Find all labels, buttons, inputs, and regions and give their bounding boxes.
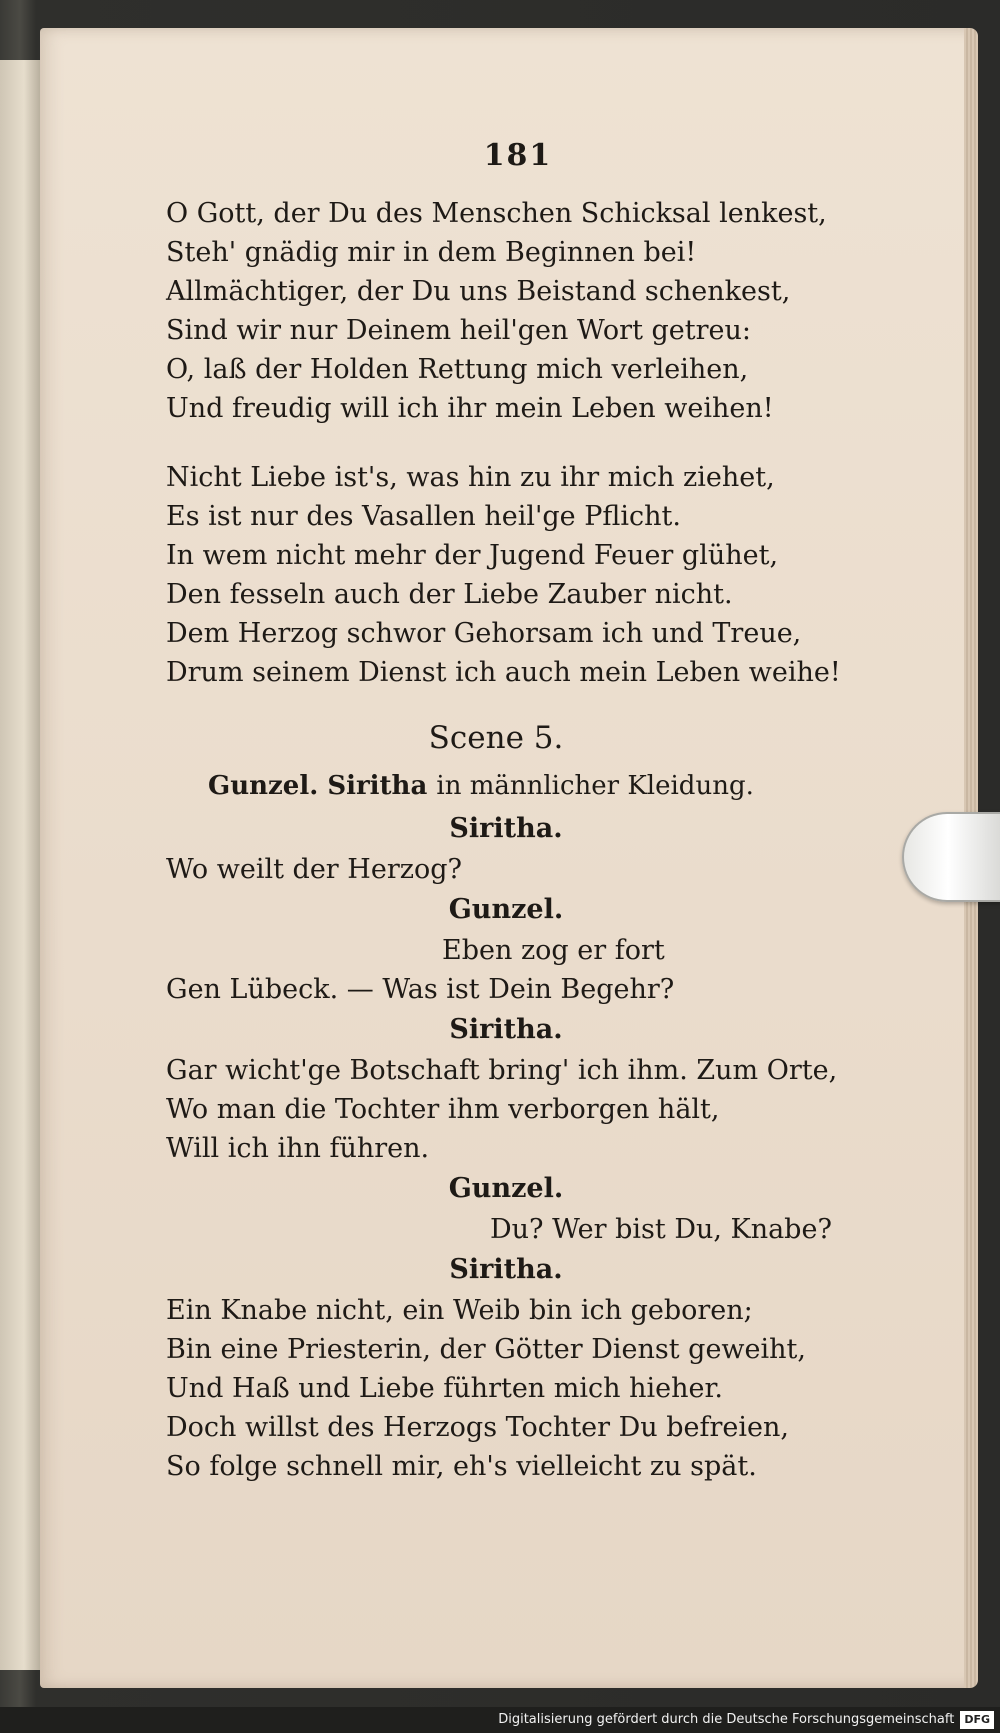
left-page-edge xyxy=(0,60,42,1670)
dialogue-line: Will ich ihn führen. xyxy=(166,1133,430,1164)
speaker-name: Siritha. xyxy=(449,1254,563,1285)
cast-name-gunzel: Gunzel. xyxy=(208,771,319,801)
speaker-name: Gunzel. xyxy=(448,894,564,925)
dialogue-line: Du? Wer bist Du, Knabe? xyxy=(490,1214,832,1245)
speaker-name: Siritha. xyxy=(449,1014,563,1045)
speaker-name: Siritha. xyxy=(449,813,563,844)
verse-line: In wem nicht mehr der Jugend Feuer glühet, xyxy=(166,540,779,571)
verse-line: O Gott, der Du des Menschen Schicksal lenkest, xyxy=(166,198,827,229)
dialogue-line: Ein Knabe nicht, ein Weib bin ich geboren; xyxy=(166,1295,753,1326)
dialogue-line: Gen Lübeck. — Was ist Dein Begehr? xyxy=(166,974,675,1005)
verse-line: O, laß der Holden Rettung mich verleihen, xyxy=(166,354,749,385)
page-clip xyxy=(902,812,1000,902)
dialogue-line: Doch willst des Herzogs Tochter Du befreien, xyxy=(166,1412,789,1443)
stanza-1 xyxy=(166,194,866,428)
verse-line: Steh' gnädig mir in dem Beginnen bei! xyxy=(166,237,697,268)
dialogue-line: Gar wicht'ge Botschaft bring' ich ihm. Zum Orte, xyxy=(166,1055,838,1086)
footer-credit: Digitalisierung gefördert durch die Deutsche Forschungsgemeinschaft xyxy=(498,1712,955,1727)
dialogue-line: Wo weilt der Herzog? xyxy=(166,854,462,885)
verse-line: Allmächtiger, der Du uns Beistand schenkest, xyxy=(166,276,791,307)
verse-line: Sind wir nur Deinem heil'gen Wort getreu: xyxy=(166,315,751,346)
page-number: 181 xyxy=(483,138,553,173)
verse-line: Und freudig will ich ihr mein Leben weihen! xyxy=(166,393,774,424)
verse-line: Drum seinem Dienst ich auch mein Leben weihe! xyxy=(166,657,841,688)
speaker-name: Gunzel. xyxy=(448,1173,564,1204)
cast-note: in männlicher Kleidung. xyxy=(436,771,754,801)
dialogue-line: So folge schnell mir, eh's vielleicht zu spät. xyxy=(166,1451,757,1482)
dialogue-line: Wo man die Tochter ihm verborgen hält, xyxy=(166,1094,720,1125)
digitization-footer xyxy=(0,1707,1000,1733)
dialogue-line: Und Haß und Liebe führten mich hieher. xyxy=(166,1373,724,1404)
dfg-logo: DFG xyxy=(960,1711,994,1729)
dialogue-line: Bin eine Priesterin, der Götter Dienst geweiht, xyxy=(166,1334,806,1365)
page-text xyxy=(166,138,866,1486)
verse-line: Dem Herzog schwor Gehorsam ich und Treue, xyxy=(166,618,802,649)
stanza-2 xyxy=(166,458,866,692)
verse-line: Nicht Liebe ist's, was hin zu ihr mich ziehet, xyxy=(166,462,775,493)
verse-line: Es ist nur des Vasallen heil'ge Pflicht. xyxy=(166,501,681,532)
dialogue-line: Eben zog er fort xyxy=(442,935,665,966)
cast-list xyxy=(208,764,866,808)
verse-line: Den fesseln auch der Liebe Zauber nicht. xyxy=(166,579,733,610)
scene-title: Scene 5. xyxy=(428,720,564,756)
cast-name-siritha: Siritha xyxy=(327,771,428,801)
stanza-gap xyxy=(166,428,866,458)
